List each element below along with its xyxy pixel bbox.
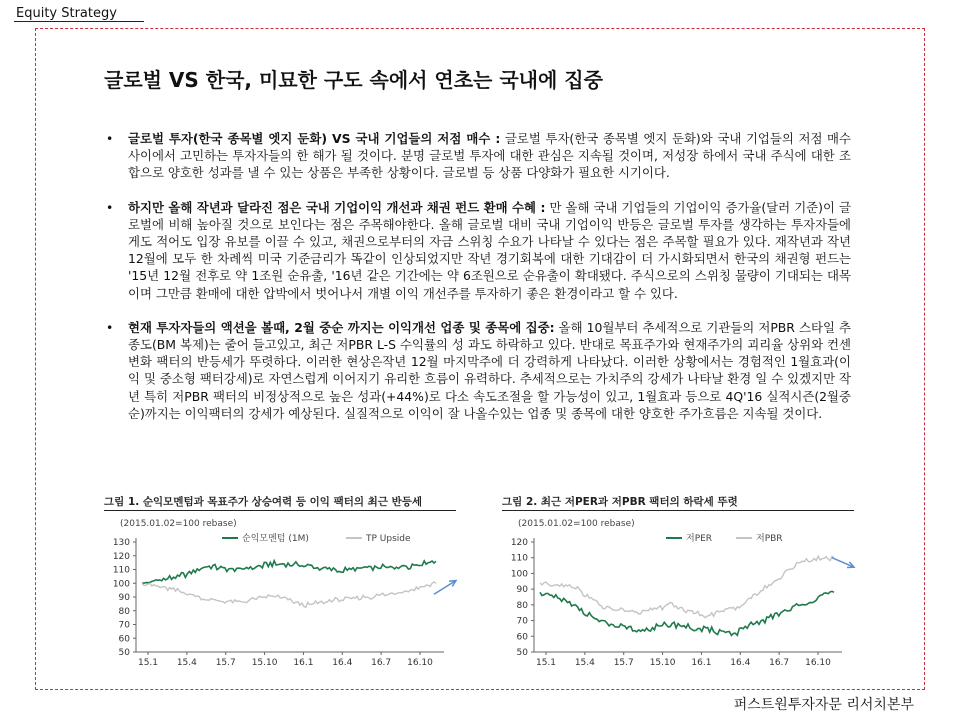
bullet-item — [106, 199, 851, 302]
chart2-svg — [498, 512, 858, 670]
y-tick-label: 60 — [516, 632, 528, 643]
bullet-body: 올해 10월부터 추세적으로 기관들의 저PBR 스타일 추종도(BM 복제)는 줄어 들고있고, 최근 저PBR L-S 수익률의 성 과도 하락하고 있다. 반대로 목표주가와 현재주가의 괴리율 상위와 컨센변화 팩터의 반등세가 뚜렷하다. 이러한 현상은작년 12월 마지막주에 더 강력하게 나타났다. 이러한 상황에서는 경험적인 1월효과(이익 및 중소형 팩터강세)로 자연스럽게 이어지기 유리한 흐름이 유력하다. 추세적으로는 가치주의 강세가 나타날 환경 일 수 있겠지만 작년 특히 저PBR 팩터의 비정상적으로 높은 성과(+44%)로 다소 속도조절을 할 가능성이 있고, 1월효과 등으로 4Q'16 실적시즌(2월중순)까지는 이익팩터의 강세가 예상된다. 실질적으로 이익이 잘 나올수있는 업종 및 종목에 대한 양호한 주가흐름은 지속될 것이다. — [128, 319, 851, 421]
y-tick-label: 60 — [118, 634, 130, 645]
x-tick-label: 15.4 — [574, 658, 595, 668]
x-tick-label: 16.10 — [407, 658, 433, 668]
x-tick-label: 15.1 — [535, 658, 557, 668]
legend-label: 저PBR — [756, 534, 783, 544]
y-tick-label: 80 — [118, 606, 130, 617]
x-tick-label: 15.10 — [649, 658, 676, 668]
bullet-heading: 하지만 올해 작년과 달라진 점은 국내 기업이익 개선과 채권 펀드 환매 수혜 : — [128, 199, 546, 215]
series-line-1 — [142, 561, 436, 584]
x-tick-label: 16.7 — [371, 658, 392, 668]
bullet-list — [106, 130, 851, 439]
bullet-heading: 글로벌 투자(한국 종목별 엣지 둔화) VS 국내 기업들의 저점 매수 : — [128, 131, 501, 146]
x-tick-label: 16.1 — [293, 658, 314, 668]
y-tick-label: 130 — [112, 538, 130, 548]
x-tick-label: 16.4 — [332, 658, 353, 668]
y-tick-label: 120 — [112, 551, 130, 562]
chart2-title-rule — [502, 510, 854, 511]
x-tick-label: 16.10 — [805, 658, 831, 668]
bullet-marker: • — [106, 131, 114, 146]
footer-label: 퍼스트원투자자문 리서치본부 — [733, 697, 914, 713]
series-line-1 — [540, 591, 834, 635]
bullet-body: 만 올해 국내 기업들의 기업이익 증가율(달러 기준)이 글로벌에 비해 높아질 것으로 보인다는 점은 주목해야한다. 올해 글로벌 대비 국내 기업이익 반등은 글로벌 투자를 생각하는 투자자들에게도 적어도 입장 유보를 이끌 수 있고, 채권으로부터의 자금 스위칭 수요가 나타날 수 있다는 점은 주목할 필요가 있다. 재작년과 작년 12월에 모두 한 차례씩 미국 기준금리가 똑같이 인상되었지만 작년 경기회복에 대한 기대감이 더 가시화되면서 한국의 채권형 펀드는 '15년 12월 전후로 약 1조원 순유출, '16년 같은 기간에는 약 6조원으로 순유출이 확대됐다. 주식으로의 스위칭 물량이 기대되는 대목이며 그만큼 환매에 대한 압박에서 벗어나서 개별 이익 개선주를 투자하기 좋은 환경이라고 할 수 있다. — [128, 199, 851, 301]
x-tick-label: 16.7 — [769, 658, 790, 668]
y-tick-label: 120 — [510, 538, 528, 548]
y-tick-label: 100 — [112, 579, 130, 590]
bullet-body: 글로벌 투자(한국 종목별 엣지 둔화)와 국내 기업들의 저점 매수 사이에서 고민하는 투자자들의 한 해가 될 것이다. 분명 글로벌 투자에 대한 관심은 지속될 것이며, 저성장 하에서 국내 주식에 대한 조합으로 양호한 성과를 낼 수 있는 상품은 부족한 상황이다. 글로벌 등 상품 다양화가 필요한 시기이다. — [128, 131, 851, 181]
x-tick-label: 15.7 — [613, 658, 634, 668]
section-label: Equity Strategy — [16, 6, 117, 21]
x-tick-label: 16.4 — [730, 658, 751, 668]
series-line-2 — [540, 556, 834, 617]
y-tick-label: 70 — [118, 620, 130, 631]
trend-arrow-icon — [434, 581, 456, 595]
y-tick-label: 50 — [118, 648, 130, 658]
page-title: 글로벌 VS 한국, 미묘한 구도 속에서 연초는 국내에 집중 — [104, 68, 603, 92]
y-tick-label: 70 — [516, 616, 528, 627]
chart1-title: 그림 1. 순익모멘텀과 목표주가 상승여력 등 이익 팩터의 최근 반등세 — [104, 496, 423, 508]
x-tick-label: 15.4 — [176, 658, 197, 668]
y-tick-label: 90 — [118, 593, 130, 603]
legend-label: 순익모멘텀 (1M) — [242, 534, 309, 544]
series-line-2 — [142, 582, 436, 607]
chart-subtitle: (2015.01.02=100 rebase) — [518, 519, 635, 529]
legend-label: 저PER — [686, 534, 713, 544]
chart1-title-rule — [104, 510, 456, 511]
bullet-marker: • — [106, 199, 114, 215]
x-tick-label: 15.1 — [137, 658, 159, 668]
x-tick-label: 15.7 — [215, 658, 236, 668]
x-tick-label: 16.1 — [691, 658, 712, 668]
chart1-svg — [100, 512, 460, 670]
chart2-title: 그림 2. 최근 저PER과 저PBR 팩터의 하락세 뚜렷 — [502, 496, 738, 508]
bullet-item — [106, 319, 851, 422]
y-tick-label: 100 — [510, 569, 528, 580]
y-tick-label: 110 — [510, 553, 528, 564]
y-tick-label: 90 — [516, 585, 528, 596]
y-tick-label: 110 — [112, 565, 130, 576]
bullet-item — [106, 130, 851, 182]
bullet-heading: 현재 투자자들의 액션을 볼때, 2월 중순 까지는 이익개선 업종 및 종목에 집중: — [128, 319, 555, 335]
x-tick-label: 15.10 — [251, 658, 278, 668]
y-tick-label: 80 — [516, 600, 528, 611]
y-tick-label: 50 — [516, 648, 528, 658]
chart-subtitle: (2015.01.02=100 rebase) — [120, 519, 237, 529]
legend-label: TP Upside — [366, 534, 411, 544]
bullet-marker: • — [106, 319, 114, 335]
header-divider — [14, 21, 144, 22]
